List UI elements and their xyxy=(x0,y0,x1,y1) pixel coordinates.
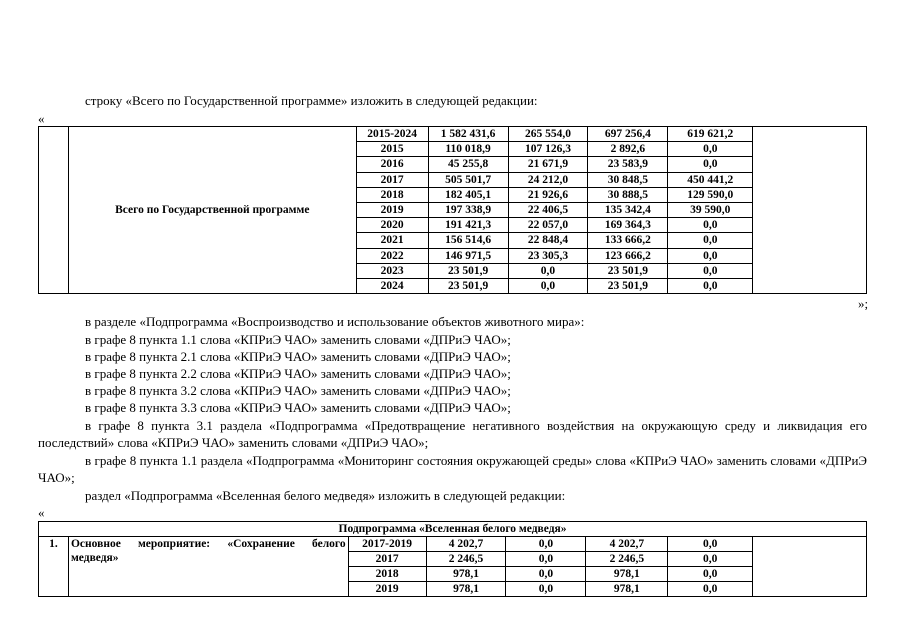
intro-line: строку «Всего по Государственной программе» изложить в следующей редакции: xyxy=(85,93,538,108)
period-cell: 2015-2024 xyxy=(356,127,428,142)
amount-cell: 0,0 xyxy=(668,248,753,263)
table-total-program xyxy=(38,126,867,294)
period-cell: 2017-2019 xyxy=(348,537,426,552)
amount-cell: 978,1 xyxy=(426,567,506,582)
amount-cell: 265 554,0 xyxy=(508,127,588,142)
amount-cell: 0,0 xyxy=(668,552,753,567)
amount-cell: 0,0 xyxy=(506,567,586,582)
amount-cell: 2 246,5 xyxy=(586,552,668,567)
period-cell: 2019 xyxy=(356,202,428,217)
measure-label-cell: Основное мероприятие: «Сохранение белого медведя» xyxy=(68,537,348,597)
amount-cell: 0,0 xyxy=(668,582,753,597)
amount-cell: 697 256,4 xyxy=(588,127,668,142)
amount-cell: 0,0 xyxy=(668,263,753,278)
item-number-cell: 1. xyxy=(39,537,69,597)
amount-cell: 22 848,4 xyxy=(508,233,588,248)
amount-cell: 22 406,5 xyxy=(508,202,588,217)
subprogram-title: Подпрограмма «Вселенная белого медведя» xyxy=(39,522,867,537)
amount-cell: 23 583,9 xyxy=(588,157,668,172)
paragraph-2: в графе 8 пункта 1.1 слова «КПРиЭ ЧАО» заменить словами «ДПРиЭ ЧАО»; xyxy=(85,332,511,347)
amount-cell: 182 405,1 xyxy=(428,187,508,202)
period-cell: 2017 xyxy=(356,172,428,187)
amount-cell: 0,0 xyxy=(668,537,753,552)
amount-cell: 505 501,7 xyxy=(428,172,508,187)
amount-cell: 4 202,7 xyxy=(586,537,668,552)
amount-cell: 23 305,3 xyxy=(508,248,588,263)
amount-cell: 0,0 xyxy=(668,142,753,157)
executor-cell xyxy=(753,127,867,294)
amount-cell: 1 582 431,6 xyxy=(428,127,508,142)
period-cell: 2022 xyxy=(356,248,428,263)
paragraph-8: в графе 8 пункта 1.1 раздела «Подпрограмма «Мониторинг состояния окружающей среды» слова «КПРиЭ ЧАО» заменить словами «ДПРиЭ ЧАО»; xyxy=(38,453,867,485)
period-cell: 2020 xyxy=(356,218,428,233)
amount-cell: 135 342,4 xyxy=(588,202,668,217)
amount-cell: 22 057,0 xyxy=(508,218,588,233)
amount-cell: 110 018,9 xyxy=(428,142,508,157)
amount-cell: 0,0 xyxy=(668,233,753,248)
executor-cell xyxy=(753,537,867,597)
amount-cell: 21 926,6 xyxy=(508,187,588,202)
amount-cell: 619 621,2 xyxy=(668,127,753,142)
amount-cell: 23 501,9 xyxy=(428,278,508,293)
amount-cell: 107 126,3 xyxy=(508,142,588,157)
amount-cell: 0,0 xyxy=(668,278,753,293)
paragraph-6: в графе 8 пункта 3.3 слова «КПРиЭ ЧАО» заменить словами «ДПРиЭ ЧАО»; xyxy=(85,400,511,415)
paragraph-4: в графе 8 пункта 2.2 слова «КПРиЭ ЧАО» заменить словами «ДПРиЭ ЧАО»; xyxy=(85,366,511,381)
close-quote: »; xyxy=(858,296,869,311)
amount-cell: 2 892,6 xyxy=(588,142,668,157)
paragraph-3: в графе 8 пункта 2.1 слова «КПРиЭ ЧАО» заменить словами «ДПРиЭ ЧАО»; xyxy=(85,349,511,364)
amount-cell: 0,0 xyxy=(668,567,753,582)
amount-cell: 146 971,5 xyxy=(428,248,508,263)
paragraph-1: в разделе «Подпрограмма «Воспроизводство и использование объектов животного мира»: xyxy=(85,314,585,329)
amount-cell: 2 246,5 xyxy=(426,552,506,567)
amount-cell: 450 441,2 xyxy=(668,172,753,187)
amount-cell: 156 514,6 xyxy=(428,233,508,248)
amount-cell: 23 501,9 xyxy=(588,278,668,293)
period-cell: 2018 xyxy=(348,567,426,582)
paragraph-9: раздел «Подпрограмма «Вселенная белого медведя» изложить в следующей редакции: xyxy=(85,488,566,503)
amount-cell: 197 338,9 xyxy=(428,202,508,217)
amount-cell: 21 671,9 xyxy=(508,157,588,172)
amount-cell: 45 255,8 xyxy=(428,157,508,172)
amount-cell: 4 202,7 xyxy=(426,537,506,552)
period-cell: 2023 xyxy=(356,263,428,278)
amount-cell: 24 212,0 xyxy=(508,172,588,187)
amount-cell: 0,0 xyxy=(668,218,753,233)
table-row xyxy=(39,537,867,552)
amount-cell: 30 888,5 xyxy=(588,187,668,202)
program-label-cell: Всего по Государственной программе xyxy=(68,127,356,294)
period-cell: 2021 xyxy=(356,233,428,248)
amount-cell: 0,0 xyxy=(506,537,586,552)
amount-cell: 169 364,3 xyxy=(588,218,668,233)
table-polar-bear xyxy=(38,521,867,597)
amount-cell: 23 501,9 xyxy=(588,263,668,278)
amount-cell: 0,0 xyxy=(668,157,753,172)
period-cell: 2024 xyxy=(356,278,428,293)
amount-cell: 0,0 xyxy=(506,582,586,597)
amount-cell: 191 421,3 xyxy=(428,218,508,233)
amount-cell: 123 666,2 xyxy=(588,248,668,263)
period-cell: 2019 xyxy=(348,582,426,597)
amount-cell: 978,1 xyxy=(586,582,668,597)
row-number-cell xyxy=(39,127,69,294)
amount-cell: 133 666,2 xyxy=(588,233,668,248)
amount-cell: 0,0 xyxy=(508,263,588,278)
paragraph-5: в графе 8 пункта 3.2 слова «КПРиЭ ЧАО» заменить словами «ДПРиЭ ЧАО»; xyxy=(85,383,511,398)
amount-cell: 978,1 xyxy=(586,567,668,582)
period-cell: 2016 xyxy=(356,157,428,172)
period-cell: 2018 xyxy=(356,187,428,202)
amount-cell: 0,0 xyxy=(506,552,586,567)
open-quote-1: « xyxy=(38,111,45,126)
amount-cell: 129 590,0 xyxy=(668,187,753,202)
amount-cell: 39 590,0 xyxy=(668,202,753,217)
amount-cell: 0,0 xyxy=(508,278,588,293)
amount-cell: 23 501,9 xyxy=(428,263,508,278)
paragraph-7: в графе 8 пункта 3.1 раздела «Подпрограмма «Предотвращение негативного воздействия на окружающую среду и ликвидация его последствий» слова «КПРиЭ ЧАО» заменить словами «ДПРиЭ ЧАО»; xyxy=(38,418,867,450)
amount-cell: 978,1 xyxy=(426,582,506,597)
amount-cell: 30 848,5 xyxy=(588,172,668,187)
table-row xyxy=(39,127,867,142)
period-cell: 2015 xyxy=(356,142,428,157)
period-cell: 2017 xyxy=(348,552,426,567)
open-quote-2: « xyxy=(38,505,45,520)
